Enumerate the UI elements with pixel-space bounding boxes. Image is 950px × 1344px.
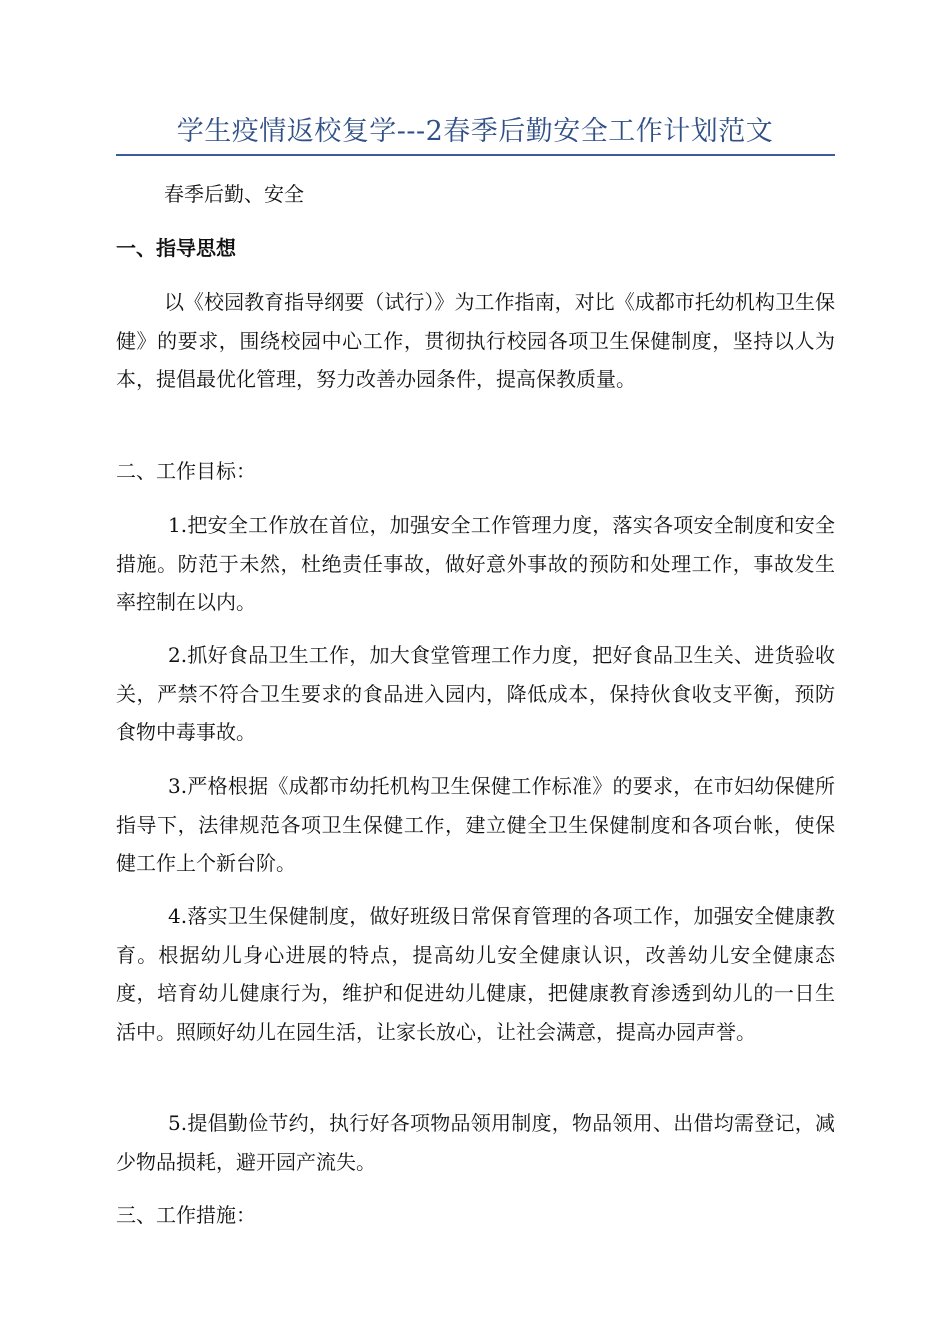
document-title: 学生疫情返校复学---2春季后勤安全工作计划范文 (176, 116, 774, 147)
section-heading-work-goals: 二、工作目标： (116, 459, 256, 483)
goal-item-1: 1.把安全工作放在首位，加强安全工作管理力度，落实各项安全制度和安全措施。防范于未然，杜绝责任事故，做好意外事故的预防和处理工作，事故发生率控制在以内。 (116, 513, 835, 614)
section-heading-guiding-ideology: 一、指导思想 (116, 236, 236, 260)
goal-item-2: 2.抓好食品卫生工作，加大食堂管理工作力度，把好食品卫生关、进货验收关，严禁不符合卫生要求的食品进入园内，降低成本，保持伙食收支平衡，预防食物中毒事故。 (116, 643, 835, 744)
paragraph-guiding-ideology: 以《校园教育指导纲要（试行）》为工作指南，对比《成都市托幼机构卫生保健》的要求，围绕校园中心工作，贯彻执行校园各项卫生保健制度，坚持以人为本，提倡最优化管理，努力改善办园条件，提高保教质量。 (116, 290, 835, 391)
goal-item-5: 5.提倡勤俭节约，执行好各项物品领用制度，物品领用、出借均需登记，减少物品损耗，避开园产流失。 (116, 1111, 835, 1174)
goal-item-3: 3.严格根据《成都市幼托机构卫生保健工作标准》的要求，在市妇幼保健所指导下，法律规范各项卫生保健工作，建立健全卫生保健制度和各项台帐，使保健工作上个新台阶。 (116, 774, 835, 875)
section-heading-work-measures: 三、工作措施： (116, 1203, 256, 1227)
title-underline (116, 154, 835, 156)
subtitle: 春季后勤、安全 (164, 182, 304, 206)
goal-item-4: 4.落实卫生保健制度，做好班级日常保育管理的各项工作，加强安全健康教育。根据幼儿身心进展的特点，提高幼儿安全健康认识，改善幼儿安全健康态度，培育幼儿健康行为，维护和促进幼儿健康，把健康教育渗透到幼儿的一日生活中。照顾好幼儿在园生活，让家长放心，让社会满意，提高办园声誉。 (116, 904, 835, 1044)
